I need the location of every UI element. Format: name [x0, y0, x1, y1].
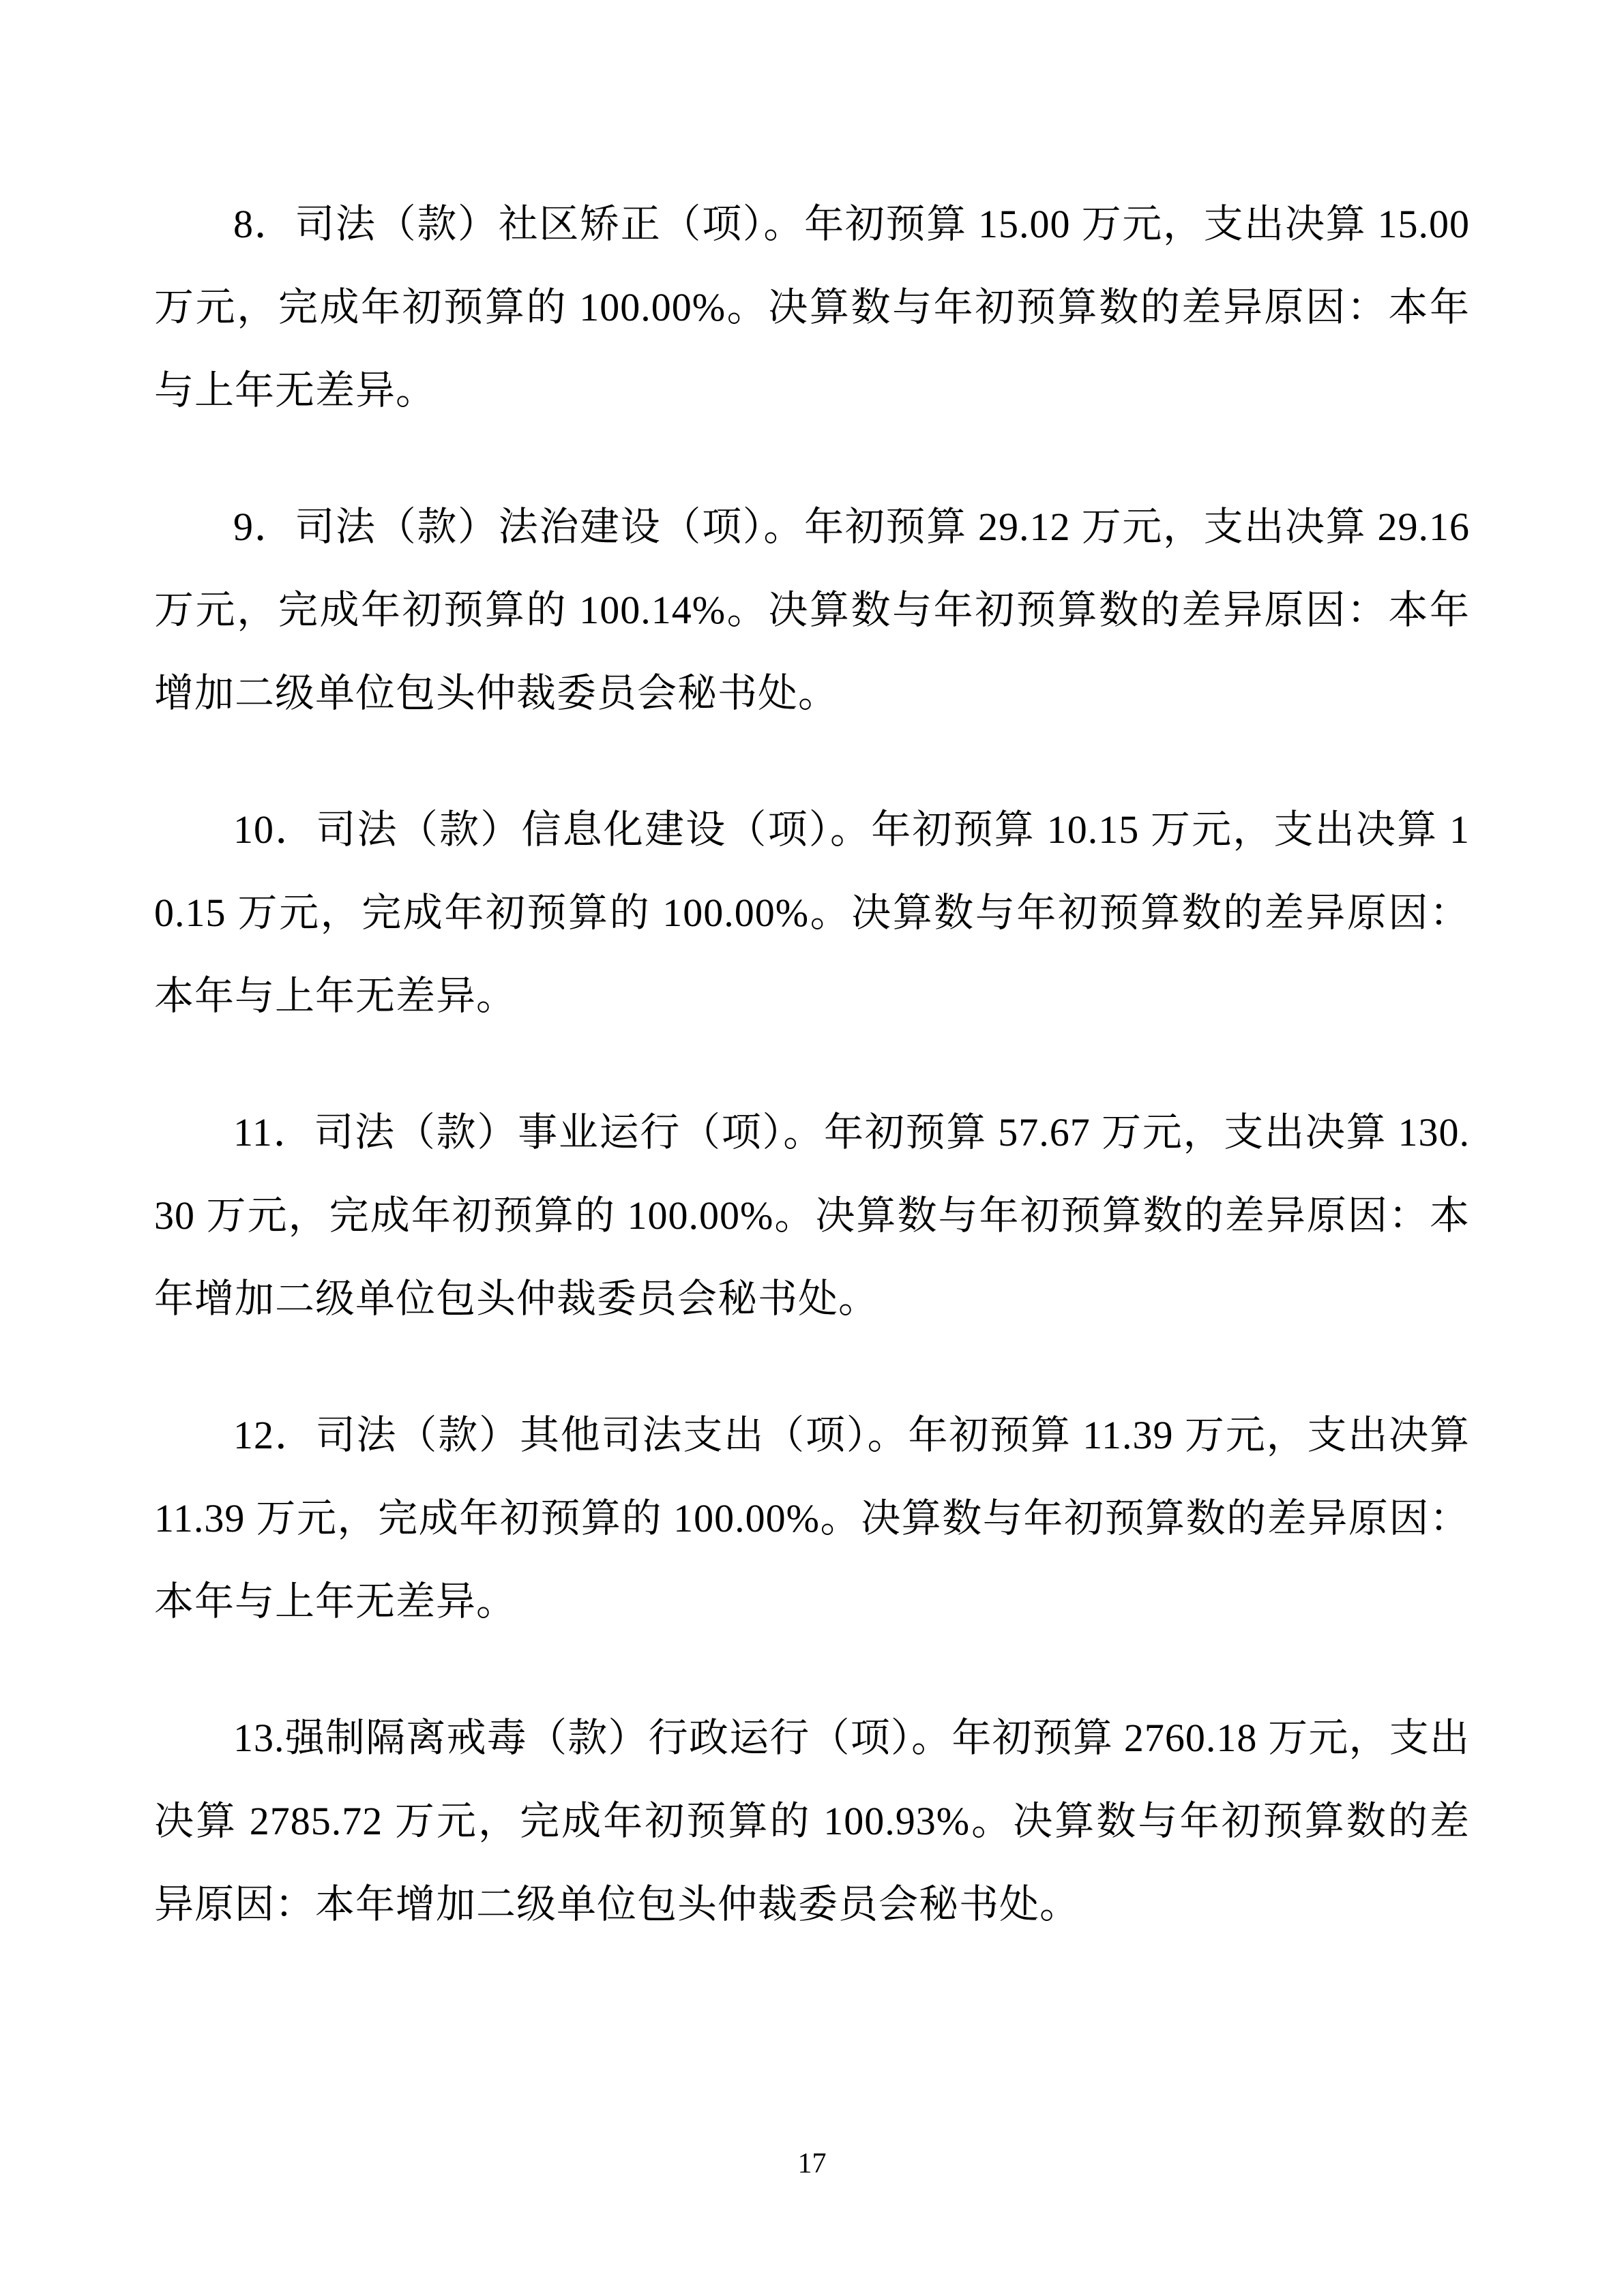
paragraph-item-13: 13.强制隔离戒毒（款）行政运行（项）。年初预算 2760.18 万元，支出决算 2785.72 万元，完成年初预算的 100.93%。决算数与年初预算数的差异原因：本年增加二级单位包头仲裁委员会秘书处。 — [154, 1716, 1470, 1926]
paragraph-item-11: 11．司法（款）事业运行（项）。年初预算 57.67 万元，支出决算 130.30 万元，完成年初预算的 100.00%。决算数与年初预算数的差异原因：本年增加二级单位包头仲裁委员会秘书处。 — [154, 1110, 1470, 1321]
paragraph-item-8: 8．司法（款）社区矫正（项）。年初预算 15.00 万元，支出决算 15.00 万元，完成年初预算的 100.00%。决算数与年初预算数的差异原因：本年与上年无差异。 — [154, 202, 1470, 413]
paragraph-item-10: 10．司法（款）信息化建设（项）。年初预算 10.15 万元，支出决算 10.15 万元，完成年初预算的 100.00%。决算数与年初预算数的差异原因：本年与上年无差异。 — [154, 807, 1470, 1018]
page-number: 17 — [797, 2148, 827, 2179]
paragraph-item-12: 12．司法（款）其他司法支出（项）。年初预算 11.39 万元，支出决算 11.39 万元，完成年初预算的 100.00%。决算数与年初预算数的差异原因：本年与上年无差异。 — [154, 1413, 1470, 1624]
paragraph-item-9: 9．司法（款）法治建设（项）。年初预算 29.12 万元，支出决算 29.16 万元，完成年初预算的 100.14%。决算数与年初预算数的差异原因：本年增加二级单位包头仲裁委员会秘书处。 — [154, 505, 1470, 715]
